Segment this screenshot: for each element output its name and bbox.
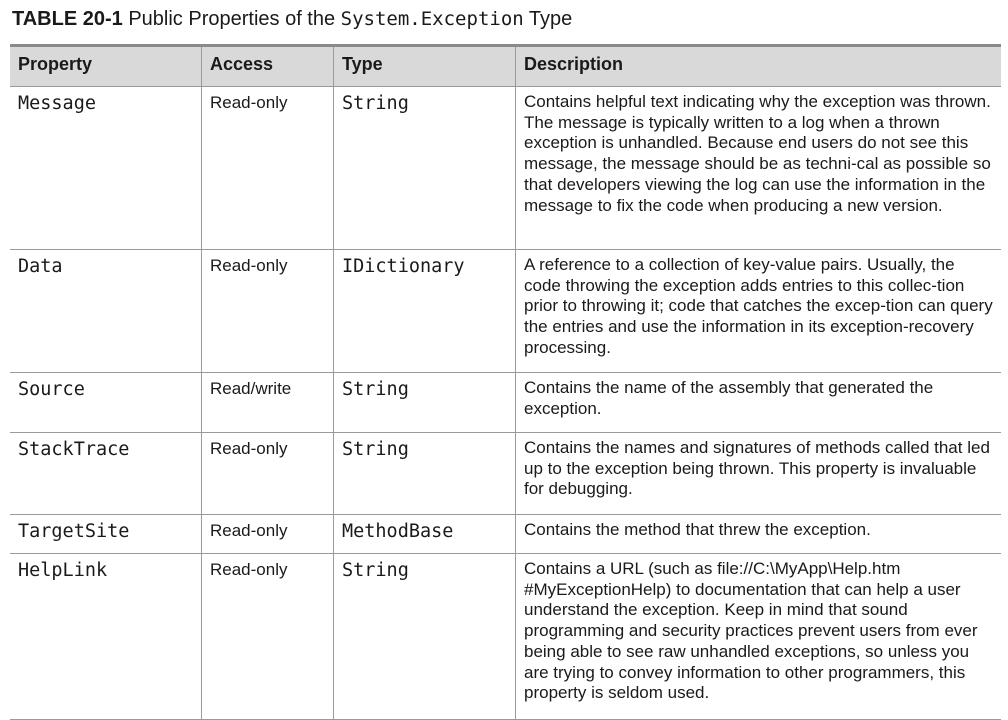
- property-type: MethodBase: [333, 515, 515, 553]
- property-name: Source: [18, 379, 85, 400]
- property-description: A reference to a collection of key-value pairs. Usually, the code throwing the exception adds entries to this collec-tion prior to throwing it; code that catches the excep-tion can query the entries and use the information in its exception-recovery processing.: [515, 250, 1001, 372]
- property-access: Read/write: [201, 373, 333, 432]
- header-access: Access: [201, 47, 333, 86]
- property-type: String: [333, 554, 515, 719]
- property-name: HelpLink: [18, 560, 108, 581]
- property-description: Contains helpful text indicating why the exception was thrown. The message is typically written to a log when a thrown exception is unhandled. Because end users do not see this message, the message should be as techni-cal as possible so that developers viewing the log can use the information in the message to fix the code when producing a new version.: [515, 87, 1001, 249]
- property-type: IDictionary: [333, 250, 515, 372]
- property-name: Message: [18, 93, 96, 114]
- header-type: Type: [333, 47, 515, 86]
- property-name: TargetSite: [18, 521, 130, 542]
- property-description: Contains the name of the assembly that generated the exception.: [515, 373, 1001, 432]
- property-description: Contains a URL (such as file://C:\MyApp\Help.htm #MyExceptionHelp) to documentation that can help a user understand the exception. Keep in mind that sound programming and security practices prevent users from ever being able to see raw unhandled exceptions, so unless you are trying to convey information to other programmers, this property is seldom used.: [515, 554, 1001, 719]
- property-access: Read-only: [201, 433, 333, 514]
- property-access: Read-only: [201, 554, 333, 719]
- property-access: Read-only: [201, 250, 333, 372]
- caption-suffix: Type: [528, 8, 573, 30]
- table-caption: [12, 6, 572, 32]
- property-description: Contains the method that threw the exception.: [515, 515, 1001, 553]
- property-name: Data: [18, 256, 63, 277]
- property-type: String: [333, 373, 515, 432]
- property-type: String: [333, 433, 515, 514]
- header-property: Property: [18, 54, 93, 74]
- table-row: [10, 86, 1001, 249]
- table-header-row: [10, 47, 1001, 86]
- table-number: TABLE 20-1: [12, 8, 123, 30]
- table-row: [10, 514, 1001, 553]
- property-name: StackTrace: [18, 439, 130, 460]
- property-access: Read-only: [201, 87, 333, 249]
- table-row: [10, 372, 1001, 432]
- caption-code: System.Exception: [340, 8, 524, 30]
- property-access: Read-only: [201, 515, 333, 553]
- table-row: [10, 249, 1001, 372]
- property-description: Contains the names and signatures of methods called that led up to the exception being thrown. This property is invaluable for debugging.: [515, 433, 1001, 514]
- table-row: [10, 432, 1001, 514]
- properties-table: [10, 44, 1001, 720]
- caption-prefix: Public Properties of the: [128, 8, 336, 30]
- property-type: String: [333, 87, 515, 249]
- header-description: Description: [515, 47, 1001, 86]
- table-row: [10, 553, 1001, 719]
